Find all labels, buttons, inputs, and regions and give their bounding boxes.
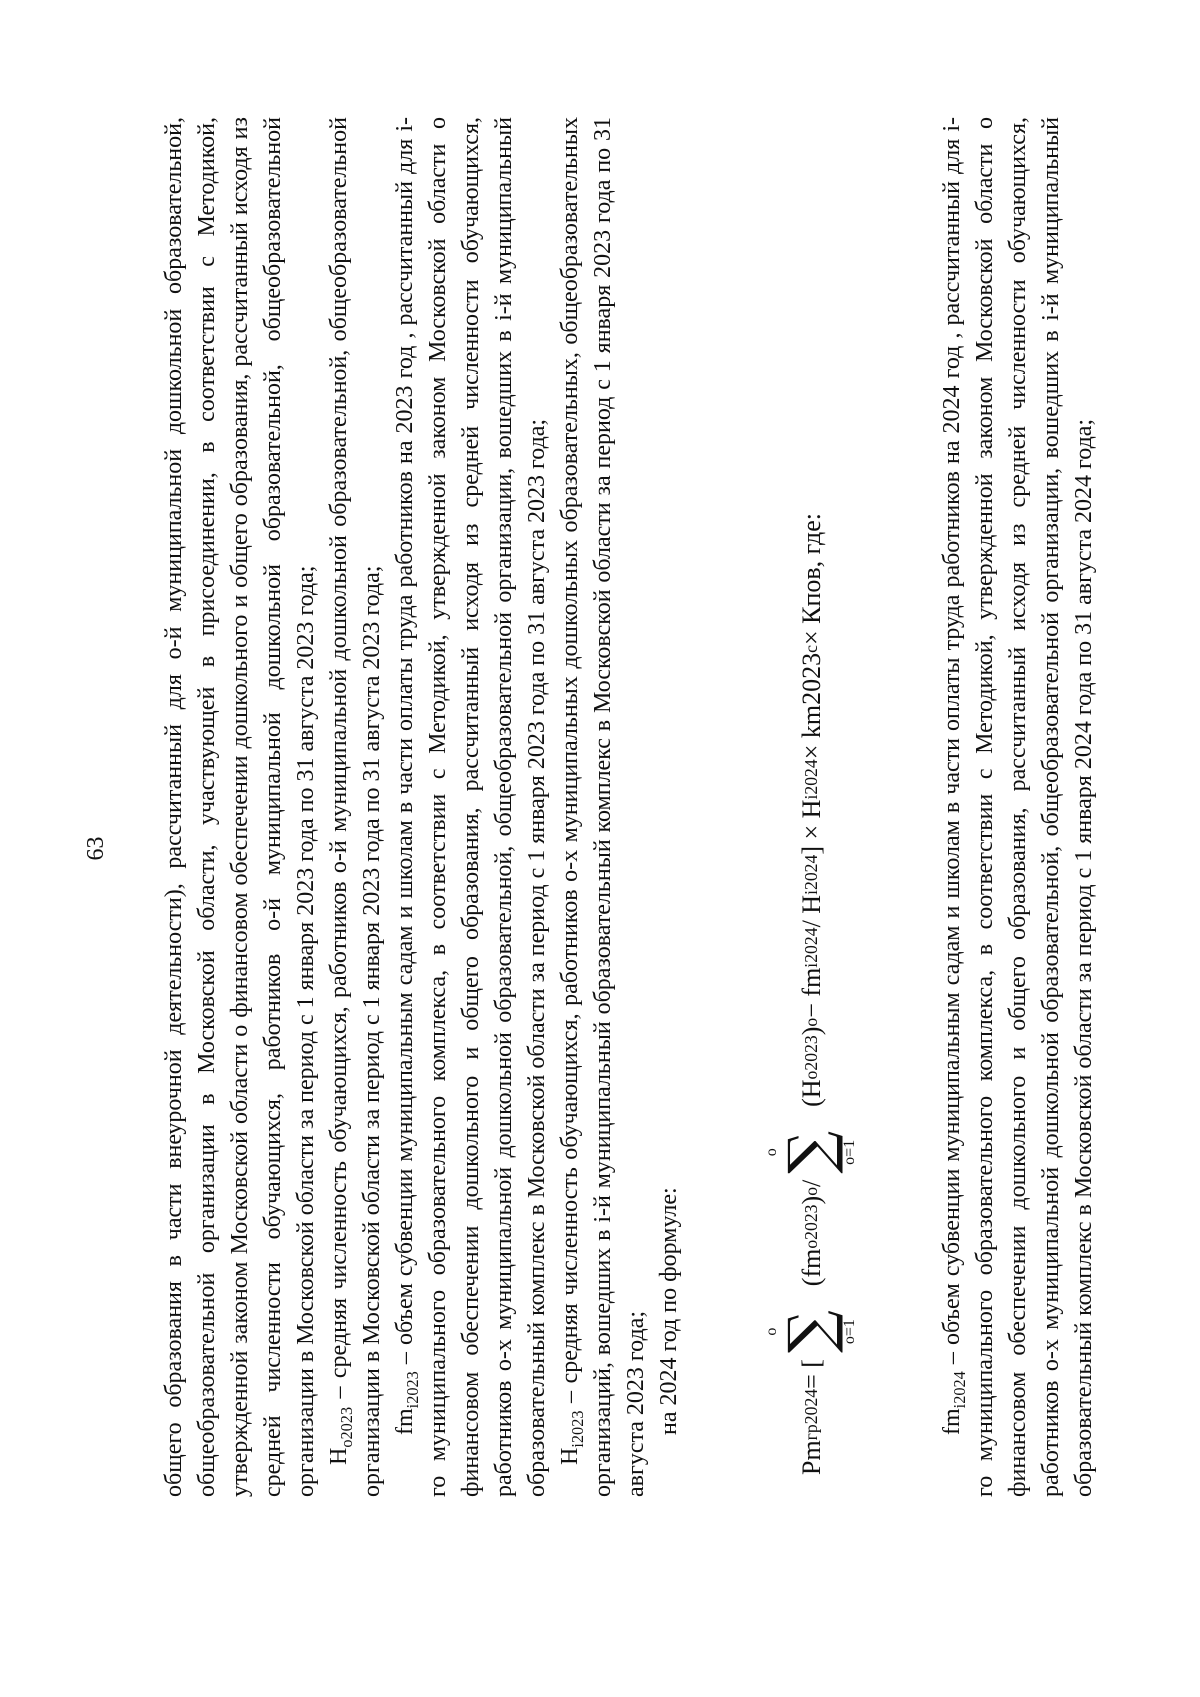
formula: Pm гр2024 = [ о ∑ о=1 (fm о2023 ) о / о ∑ о=1 (Н о2023 ) о − fm i2024 / Н i2024 ] × Н i2024 × km2023 c × Кпов, где:: [763, 512, 858, 1475]
formula-tail: × Кпов, где:: [796, 512, 826, 646]
formula-term-2: (Н: [796, 1079, 826, 1107]
paragraph-6: [936, 117, 1101, 1497]
formula-close: ] × Н: [796, 799, 826, 855]
paragraph-text: – объем субвенции муниципальным садам и школам в части оплаты труда работников на 2024 год , рассчитанный для i-го муниципального образовательного комплекса, в соответствии с Методикой, утвержденной законом Московской области о финансовом обеспечении дошкольного и общего образования, рассчитанный исходя из средней численности обучающихся, работников о-х муниципальной дошкольной образовательной, общеобразовательной организации, вошедших в i-й муниципальный образовательный комплекс в Московской области за период с 1 января 2024 года по 31 августа 2024 года;: [939, 117, 1097, 1497]
summation-1: [764, 1310, 858, 1353]
symbol: Н: [557, 1447, 583, 1465]
paragraph-text: – объем субвенции муниципальным садам и школам в части оплаты труда работников на 2023 год , рассчитанный для i-го муниципального образовательного комплекса, в соответствии с Методикой, утвержденной законом Московской области о финансовом обеспечении дошкольного и общего образования, рассчитанный исходя из средней численности обучающихся, работников о-х муниципальной дошкольной образовательной, общеобразовательной организации, вошедших в i-й муниципальный образовательный комплекс в Московской области за период с 1 января 2023 года по 31 августа 2023 года;: [392, 117, 550, 1497]
formula-term-1-close: ): [796, 1195, 826, 1205]
sum-sign: ∑: [776, 1310, 846, 1354]
formula-div: / Н: [796, 894, 826, 928]
formula-slash: /: [796, 1179, 826, 1187]
symbol-subscript: i2024: [949, 1371, 969, 1409]
paragraph-1: общего образования в части внеурочной деятельности), рассчитанный для о-й муниципальной дошкольной образовательной, общеобразовательной организации в Московской области, участвующей в присоединении, в соответствии с Методикой, утвержденной законом Московской области о финансовом обеспечении дошкольного и общего образования, рассчитанный исходя из средней численности обучающихся, работников о-й муниципальной дошкольной образовательной, общеобразовательной организации в Московской области за период с 1 января 2023 года по 31 августа 2023 года;: [161, 117, 319, 1497]
symbol: Н: [326, 1447, 352, 1465]
formula-lhs: Pm: [796, 1440, 826, 1475]
paragraph-text: – средняя численность обучающихся, работников о-х муниципальных дошкольных образовательных, общеобразовательных организаций, вошедших в i-й муниципальный образовательный комплекс в Московской области за период с 1 января 2023 года по 31 августа 2023 года;: [557, 117, 649, 1497]
sum-upper-limit: о: [763, 1148, 780, 1157]
symbol-subscript: о2023: [336, 1406, 356, 1448]
sum-lower-limit: о=1: [841, 1139, 858, 1165]
summation-2: [764, 1131, 858, 1174]
sum-sign: ∑: [776, 1130, 846, 1174]
symbol-subscript: i2023: [402, 1371, 422, 1409]
formula-times: × km2023: [796, 652, 826, 760]
paragraph-4: [554, 117, 653, 1497]
page-body: [158, 117, 1101, 1497]
symbol: fm: [392, 1408, 418, 1435]
paragraph-2: [323, 117, 389, 1497]
formula-minus: − fm: [796, 967, 826, 1018]
symbol: fm: [939, 1408, 965, 1435]
paragraph-text: – средняя численность обучающихся, работников о-й муниципальной дошкольной образовательной, общеобразовательной организации в Московской области за период с 1 января 2023 года по 31 августа 2023 года;: [326, 117, 385, 1497]
symbol-subscript: i2023: [567, 1410, 587, 1448]
sum-lower-limit: о=1: [841, 1319, 858, 1345]
sum-upper-limit: о: [763, 1327, 780, 1336]
paragraph-5: на 2024 год по формуле:: [656, 1187, 682, 1435]
page-number: 63: [83, 836, 109, 861]
formula-equals: = [: [796, 1359, 826, 1389]
paragraph-3: [389, 117, 554, 1497]
formula-term-1: (fm: [796, 1248, 826, 1287]
formula-term-2-close: ): [796, 1026, 826, 1036]
